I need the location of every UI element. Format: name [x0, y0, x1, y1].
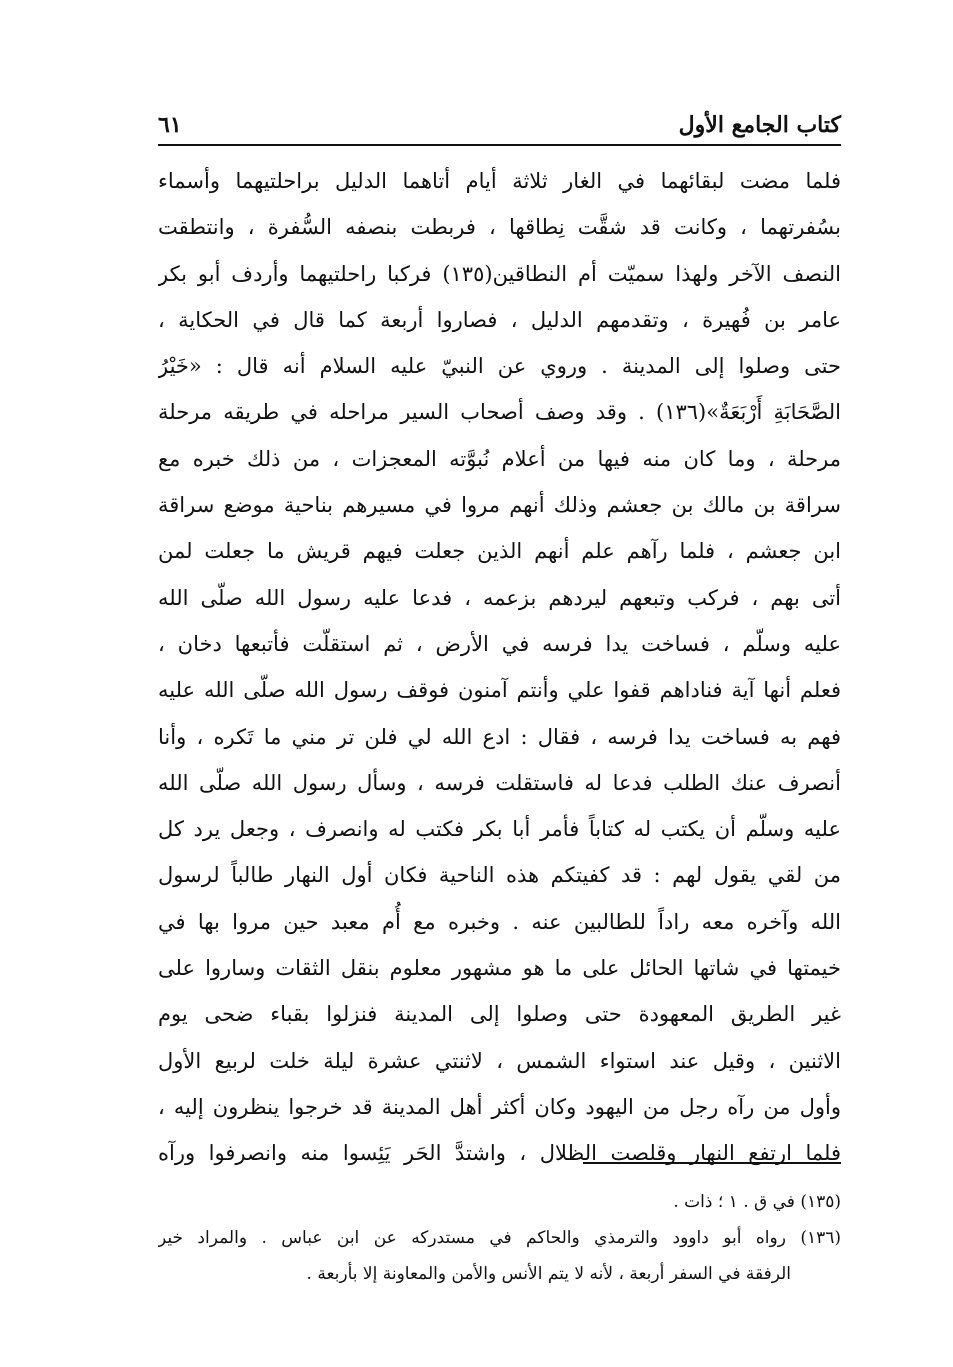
- text-line: الاثنين ، وقيل عند استواء الشمس ، لاثنتي عشرة ليلة خلت لربيع الأول: [158, 1048, 841, 1073]
- footnote-separator: [583, 1162, 841, 1164]
- text-line: مرحلة ، وما كان منه فيها من أعلام نُبوَّته المعجزات ، من ذلك خبره مع: [158, 446, 841, 471]
- page-header: [158, 104, 841, 146]
- text-line: الله وآخره معه راداً للطالبين عنه . وخبره مع أُم معبد حين مروا بها في: [158, 909, 841, 934]
- text-line: النصف الآخر ولهذا سميّت أم النطاقين(١٣٥) فركبا راحلتيهما وأردف أبو بكر: [158, 261, 841, 286]
- text-line: ابن جعشم ، فلما رآهم علم أنهم الذين جعلت فيهم قريش ما جعلت لمن: [158, 539, 841, 564]
- text-line: سراقة بن مالك بن جعشم وذلك أنهم مروا في مسيرهم بناحية موضع سراقة: [158, 493, 841, 518]
- running-title: كتاب الجامع الأول: [678, 112, 841, 138]
- text-line: أتى بهم ، فركب وتبعهم ليردهم بزعمه ، فدعا عليه رسول الله صلّى الله: [158, 585, 841, 610]
- footnotes: [158, 1184, 841, 1292]
- text-line: وأول من رآه رجل من اليهود وكان أكثر أهل المدينة قد خرجوا ينظرون إليه ،: [158, 1094, 841, 1119]
- text-line: عليه وسلّم ، فساخت يدا فرسه في الأرض ، ثم استقلّت فأتبعها دخان ،: [158, 631, 841, 656]
- text-line: فعلم أنها آية فناداهم قفوا علي وأنتم آمنون فوقف رسول الله صلّى الله عليه: [158, 678, 841, 703]
- text-line: بسُفرتهما ، وكانت قد شقَّت نِطاقها ، فربطت بنصفه السُّفرة ، وانتطقت: [158, 215, 841, 240]
- text-line: من لقي يقول لهم : قد كفيتكم هذه الناحية فكان أول النهار طالباً لرسول: [158, 863, 841, 888]
- text-line: فلما ارتفع النهار وقلصت الظلال ، واشتدَّ الحَر يَئِسوا منه وانصرفوا ورآه: [158, 1141, 841, 1166]
- page-number: ٦١: [158, 112, 182, 138]
- text-line: الصَّحَابَةِ أَرْبَعَةٌ»(١٣٦) . وقد وصف أصحاب السير مراحله في طريقه مرحلة: [158, 400, 841, 425]
- main-text: [158, 158, 841, 1177]
- text-line: عليه وسلّم أن يكتب له كتاباً فأمر أبا بكر فكتب له وانصرف ، وجعل يرد كل: [158, 817, 841, 842]
- text-line: خيمتها في شاتها الحائل على ما هو مشهور معلوم بنقل الثقات وساروا على: [158, 956, 841, 981]
- text-line: حتى وصلوا إلى المدينة . وروي عن النبيّ عليه السلام أنه قال : «خَيْرُ: [158, 354, 841, 379]
- text-line: فهم به فساخت يدا فرسه ، فقال : ادع الله لي فلن تر مني ما تَكره ، وأنا: [158, 724, 841, 749]
- text-line: غير الطريق المعهودة حتى وصلوا إلى المدينة فنزلوا بقباء ضحى يوم: [158, 1002, 841, 1027]
- footnote-135: (١٣٥) في ق . ١ ؛ ذات .: [673, 1192, 841, 1212]
- text-line: أنصرف عنك الطلب فدعا له فاستقلت فرسه ، وسأل رسول الله صلّى الله: [158, 770, 841, 795]
- footnote-136-line-1: (١٣٦) رواه أبو داوود والترمذي والحاكم في مستدركه عن ابن عباس . والمراد خير: [158, 1228, 841, 1248]
- text-line: عامر بن فُهيرة ، وتقدمهم الدليل ، فصاروا أربعة كما قال في الحكاية ،: [158, 307, 841, 332]
- footnote-136-line-2: الرفقة في السفر أربعة ، لأنه لا يتم الأنس والأمن والمعاونة إلا بأربعة .: [306, 1264, 791, 1284]
- text-line: فلما مضت لبقائهما في الغار ثلاثة أيام أتاهما الدليل براحلتيهما وأسماء: [158, 169, 841, 193]
